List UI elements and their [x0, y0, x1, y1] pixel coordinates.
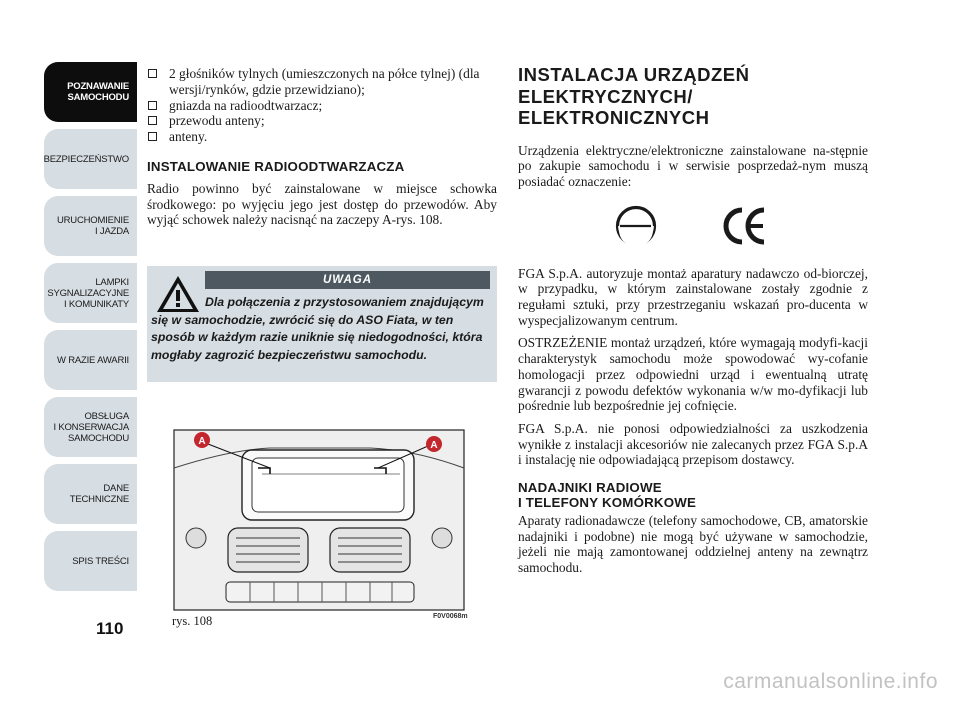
- authorization-paragraph: FGA S.p.A. autoryzuje montaż aparatury nadawczo od-biorczej, w przypadku, w którym zainstalowane zostały zgodnie z regułami sztuki, przy przestrzeganiu wskazań pro-ducenta w wyspecjalizowanym centrum.: [518, 265, 868, 328]
- svg-text:e: e: [635, 245, 637, 247]
- watermark: carmanualsonline.info: [723, 670, 938, 693]
- callout-a-left-label: A: [198, 436, 206, 447]
- tab-w-razie-awarii[interactable]: W RAZIE AWARII: [44, 330, 137, 390]
- list-item: przewodu anteny;: [147, 113, 497, 129]
- checkbox-bullet-icon: [148, 101, 157, 110]
- warning-paragraph: OSTRZEŻENIE montaż urządzeń, które wymagają modyfi-kacji charakterystyk samochodu może spowodować wy-cofanie homologacji przez odpowiedni urząd i ewentualną utratę gwarancji z powodu defektów wykonania w/w mo-dyfikacji lub pośrednie lub bezpośrednie jej cofnięcie.: [518, 335, 868, 414]
- list-item: anteny.: [147, 129, 497, 145]
- list-item: 2 głośników tylnych (umieszczonych na półce tylnej) (dla wersji/rynków, gdzie przewidziano);: [147, 66, 497, 98]
- section-heading-radio: INSTALOWANIE RADIOODTWARZACZA: [147, 158, 405, 174]
- figure-code: F0V0068m: [433, 613, 468, 620]
- middle-column: [147, 66, 497, 228]
- tab-bezpieczenstwo[interactable]: BEZPIECZEŃSTWO: [44, 129, 137, 189]
- e-mark-icon: [614, 204, 658, 248]
- intro-paragraph: Urządzenia elektryczne/elektroniczne zainstalowane na-stępnie po zakupie samochodu i w serwisie posprzedaż-nym muszą posiadać oznaczenie:: [518, 142, 868, 189]
- figure-caption: rys. 108: [172, 614, 213, 628]
- main-heading: INSTALACJA URZĄDZEŃ ELEKTRYCZNYCH/ ELEKTRONICZNYCH: [518, 64, 750, 128]
- warning-badge: UWAGA: [205, 271, 490, 289]
- svg-text:CE: CE: [744, 245, 746, 247]
- checkbox-bullet-icon: [148, 116, 157, 125]
- figure-radio-compartment: [170, 428, 466, 611]
- tab-lampki-sygnalizacyjne[interactable]: LAMPKI SYGNALIZACYJNE I KOMUNIKATY: [44, 263, 137, 323]
- warning-box: [147, 266, 497, 382]
- tab-spis-tresci[interactable]: SPIS TREŚCI: [44, 531, 137, 591]
- liability-paragraph: FGA S.p.A. nie ponosi odpowiedzialności za uszkodzenia wynikłe z instalacji akcesoriów nie zalecanych przez FGA S.p.A i instalację nie odpowiadającą przepisom dostawcy.: [518, 420, 868, 468]
- warning-text: Dla połączenia z przystosowaniem znajdującym się w samochodzie, zwrócić się do ASO Fiata, w ten sposób w każdym razie uniknie się niedogodności, która mogłaby zagrozić bezpieczeństwu samochodu.: [151, 295, 484, 362]
- transmitters-paragraph: Aparaty radionadawcze (telefony samochodowe, CB, amatorskie nadajniki i podobne) nie mogą być używane w samochodzie, jeżeli nie mają zamontowanej oddzielnej anteny na zewnątrz samochodu.: [518, 513, 868, 576]
- checkbox-bullet-icon: [148, 69, 157, 78]
- list-item: gniazda na radioodtwarzacz;: [147, 98, 497, 114]
- subheading-radio-transmitters: NADAJNIKI RADIOWE I TELEFONY KOMÓRKOWE: [518, 480, 697, 511]
- conformity-marks: [518, 198, 868, 260]
- checkbox-bullet-icon: [148, 132, 157, 141]
- right-column: [518, 64, 868, 583]
- tab-obsluga-i-konserwacja[interactable]: OBSŁUGA I KONSERWACJA SAMOCHODU: [44, 397, 137, 457]
- radio-paragraph: Radio powinno być zainstalowane w miejsce schowka środkowego: po wyjęciu jego jest dostęp do przewodów. Aby wyjąć schowek należy nacisnąć na zaczepy A-rys. 108.: [147, 180, 497, 228]
- page-number: 110: [96, 619, 124, 638]
- tab-dane-techniczne[interactable]: DANE TECHNICZNE: [44, 464, 137, 524]
- tab-uruchomienie-i-jazda[interactable]: URUCHOMIENIE I JAZDA: [44, 196, 137, 256]
- tab-poznawanie-samochodu[interactable]: POZNAWANIE SAMOCHODU: [44, 62, 137, 122]
- chapter-sidebar: [44, 62, 137, 598]
- bullet-list: [147, 66, 497, 145]
- ce-mark-icon: [722, 204, 768, 248]
- callout-a-right-label: A: [430, 440, 438, 451]
